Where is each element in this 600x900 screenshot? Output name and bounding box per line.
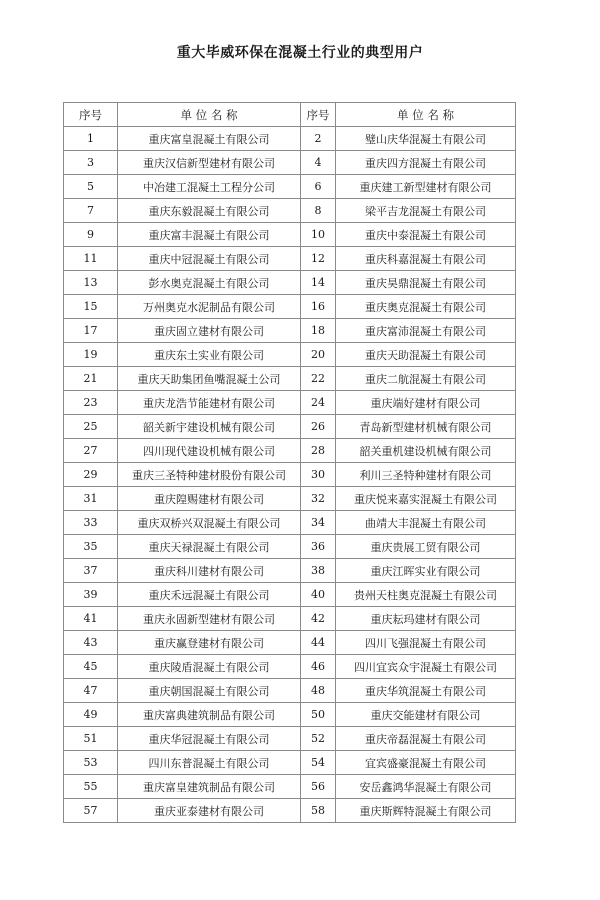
unit-name-cell: 重庆东土实业有限公司: [118, 343, 301, 367]
serial-cell: 56: [301, 775, 336, 799]
unit-name-cell: 重庆科嘉混凝土有限公司: [336, 247, 516, 271]
serial-cell: 52: [301, 727, 336, 751]
serial-cell: 46: [301, 655, 336, 679]
serial-cell: 49: [64, 703, 118, 727]
serial-cell: 54: [301, 751, 336, 775]
table-row: [64, 511, 516, 535]
serial-cell: 45: [64, 655, 118, 679]
table-row: [64, 463, 516, 487]
unit-name-cell: 梁平吉龙混凝土有限公司: [336, 199, 516, 223]
serial-cell: 42: [301, 607, 336, 631]
unit-name-cell: 重庆禾远混凝土有限公司: [118, 583, 301, 607]
unit-name-cell: 重庆朝国混凝土有限公司: [118, 679, 301, 703]
table-row: [64, 631, 516, 655]
table-row: [64, 319, 516, 343]
serial-cell: 24: [301, 391, 336, 415]
unit-name-cell: 利川三圣特种建材有限公司: [336, 463, 516, 487]
unit-name-cell: 重庆汉信新型建材有限公司: [118, 151, 301, 175]
unit-name-cell: 重庆昊鼎混凝土有限公司: [336, 271, 516, 295]
table-row: [64, 223, 516, 247]
table-row: [64, 775, 516, 799]
serial-cell: 33: [64, 511, 118, 535]
serial-cell: 8: [301, 199, 336, 223]
unit-name-cell: 重庆赢登建材有限公司: [118, 631, 301, 655]
serial-cell: 41: [64, 607, 118, 631]
serial-cell: 47: [64, 679, 118, 703]
unit-name-cell: 韶关新宇建设机械有限公司: [118, 415, 301, 439]
table-row: [64, 583, 516, 607]
serial-cell: 20: [301, 343, 336, 367]
serial-cell: 13: [64, 271, 118, 295]
table-row: [64, 703, 516, 727]
unit-name-cell: 重庆中冠混凝土有限公司: [118, 247, 301, 271]
unit-name-cell: 曲靖大丰混凝土有限公司: [336, 511, 516, 535]
unit-name-cell: 重庆江晖实业有限公司: [336, 559, 516, 583]
serial-cell: 25: [64, 415, 118, 439]
unit-name-cell: 重庆双桥兴双混凝土有限公司: [118, 511, 301, 535]
serial-cell: 40: [301, 583, 336, 607]
serial-cell: 37: [64, 559, 118, 583]
unit-name-cell: 四川宜宾众宇混凝土有限公司: [336, 655, 516, 679]
table-row: [64, 127, 516, 151]
serial-cell: 3: [64, 151, 118, 175]
serial-cell: 11: [64, 247, 118, 271]
serial-cell: 36: [301, 535, 336, 559]
serial-cell: 2: [301, 127, 336, 151]
table-row: [64, 415, 516, 439]
table-row: [64, 655, 516, 679]
unit-name-cell: 青岛新型建材机械有限公司: [336, 415, 516, 439]
unit-name-cell: 重庆三圣特种建材股份有限公司: [118, 463, 301, 487]
unit-name-cell: 重庆华冠混凝土有限公司: [118, 727, 301, 751]
unit-name-cell: 重庆四方混凝土有限公司: [336, 151, 516, 175]
unit-name-cell: 重庆奥克混凝土有限公司: [336, 295, 516, 319]
table-header-row: [64, 103, 516, 127]
serial-cell: 35: [64, 535, 118, 559]
serial-cell: 58: [301, 799, 336, 823]
unit-name-cell: 重庆富皇混凝土有限公司: [118, 127, 301, 151]
serial-cell: 48: [301, 679, 336, 703]
table-row: [64, 559, 516, 583]
unit-name-cell: 中冶建工混凝土工程分公司: [118, 175, 301, 199]
table-row: [64, 175, 516, 199]
serial-cell: 14: [301, 271, 336, 295]
serial-cell: 17: [64, 319, 118, 343]
unit-name-cell: 重庆亚泰建材有限公司: [118, 799, 301, 823]
unit-name-cell: 重庆斯辉特混凝土有限公司: [336, 799, 516, 823]
header-unit-name-left: 单 位 名 称: [118, 103, 301, 127]
unit-name-cell: 贵州天柱奥克混凝土有限公司: [336, 583, 516, 607]
table-row: [64, 199, 516, 223]
unit-name-cell: 重庆中泰混凝土有限公司: [336, 223, 516, 247]
unit-name-cell: 万州奥克水泥制品有限公司: [118, 295, 301, 319]
unit-name-cell: 重庆交能建材有限公司: [336, 703, 516, 727]
table-row: [64, 151, 516, 175]
serial-cell: 18: [301, 319, 336, 343]
table-row: [64, 727, 516, 751]
serial-cell: 55: [64, 775, 118, 799]
serial-cell: 34: [301, 511, 336, 535]
unit-name-cell: 四川东普混凝土有限公司: [118, 751, 301, 775]
unit-name-cell: 宜宾盛豪混凝土有限公司: [336, 751, 516, 775]
table-row: [64, 751, 516, 775]
table-row: [64, 799, 516, 823]
unit-name-cell: 重庆天助混凝土有限公司: [336, 343, 516, 367]
unit-name-cell: 重庆龙浩节能建材有限公司: [118, 391, 301, 415]
unit-name-cell: 重庆科川建材有限公司: [118, 559, 301, 583]
unit-name-cell: 重庆隍赐建材有限公司: [118, 487, 301, 511]
unit-name-cell: 重庆天禄混凝土有限公司: [118, 535, 301, 559]
table-row: [64, 391, 516, 415]
unit-name-cell: 重庆富沛混凝土有限公司: [336, 319, 516, 343]
table-row: [64, 607, 516, 631]
serial-cell: 10: [301, 223, 336, 247]
serial-cell: 16: [301, 295, 336, 319]
serial-cell: 29: [64, 463, 118, 487]
table-row: [64, 367, 516, 391]
serial-cell: 15: [64, 295, 118, 319]
unit-name-cell: 重庆固立建材有限公司: [118, 319, 301, 343]
unit-name-cell: 璧山庆华混凝土有限公司: [336, 127, 516, 151]
unit-name-cell: 重庆二航混凝土有限公司: [336, 367, 516, 391]
unit-name-cell: 重庆陵盾混凝土有限公司: [118, 655, 301, 679]
table-row: [64, 343, 516, 367]
header-serial-left: 序号: [64, 103, 118, 127]
serial-cell: 39: [64, 583, 118, 607]
serial-cell: 4: [301, 151, 336, 175]
unit-name-cell: 重庆悦来嘉实混凝土有限公司: [336, 487, 516, 511]
serial-cell: 21: [64, 367, 118, 391]
serial-cell: 31: [64, 487, 118, 511]
serial-cell: 22: [301, 367, 336, 391]
serial-cell: 30: [301, 463, 336, 487]
unit-name-cell: 四川现代建设机械有限公司: [118, 439, 301, 463]
serial-cell: 6: [301, 175, 336, 199]
table-row: [64, 439, 516, 463]
serial-cell: 43: [64, 631, 118, 655]
typical-users-table: [63, 102, 516, 823]
serial-cell: 28: [301, 439, 336, 463]
unit-name-cell: 四川飞强混凝土有限公司: [336, 631, 516, 655]
unit-name-cell: 重庆富典建筑制品有限公司: [118, 703, 301, 727]
serial-cell: 1: [64, 127, 118, 151]
serial-cell: 19: [64, 343, 118, 367]
serial-cell: 38: [301, 559, 336, 583]
table-row: [64, 247, 516, 271]
header-unit-name-right: 单 位 名 称: [336, 103, 516, 127]
unit-name-cell: 重庆贵展工贸有限公司: [336, 535, 516, 559]
table-row: [64, 271, 516, 295]
serial-cell: 50: [301, 703, 336, 727]
serial-cell: 32: [301, 487, 336, 511]
serial-cell: 5: [64, 175, 118, 199]
unit-name-cell: 重庆富丰混凝土有限公司: [118, 223, 301, 247]
table-body: [64, 127, 516, 823]
serial-cell: 12: [301, 247, 336, 271]
document-title: 重大毕威环保在混凝土行业的典型用户: [176, 45, 424, 61]
table-row: [64, 295, 516, 319]
serial-cell: 51: [64, 727, 118, 751]
unit-name-cell: 重庆富皇建筑制品有限公司: [118, 775, 301, 799]
unit-name-cell: 重庆华筑混凝土有限公司: [336, 679, 516, 703]
serial-cell: 26: [301, 415, 336, 439]
unit-name-cell: 重庆东毅混凝土有限公司: [118, 199, 301, 223]
unit-name-cell: 重庆天助集团鱼嘴混凝土公司: [118, 367, 301, 391]
header-serial-right: 序号: [301, 103, 336, 127]
serial-cell: 53: [64, 751, 118, 775]
serial-cell: 57: [64, 799, 118, 823]
unit-name-cell: 重庆耘玛建材有限公司: [336, 607, 516, 631]
unit-name-cell: 安岳鑫鸿华混凝土有限公司: [336, 775, 516, 799]
unit-name-cell: 重庆永固新型建材有限公司: [118, 607, 301, 631]
serial-cell: 23: [64, 391, 118, 415]
serial-cell: 44: [301, 631, 336, 655]
unit-name-cell: 彭水奥克混凝土有限公司: [118, 271, 301, 295]
serial-cell: 7: [64, 199, 118, 223]
table-row: [64, 679, 516, 703]
unit-name-cell: 韶关重机建设机械有限公司: [336, 439, 516, 463]
table-row: [64, 487, 516, 511]
serial-cell: 9: [64, 223, 118, 247]
unit-name-cell: 重庆帝磊混凝土有限公司: [336, 727, 516, 751]
unit-name-cell: 重庆端好建材有限公司: [336, 391, 516, 415]
serial-cell: 27: [64, 439, 118, 463]
table-row: [64, 535, 516, 559]
unit-name-cell: 重庆建工新型建材有限公司: [336, 175, 516, 199]
